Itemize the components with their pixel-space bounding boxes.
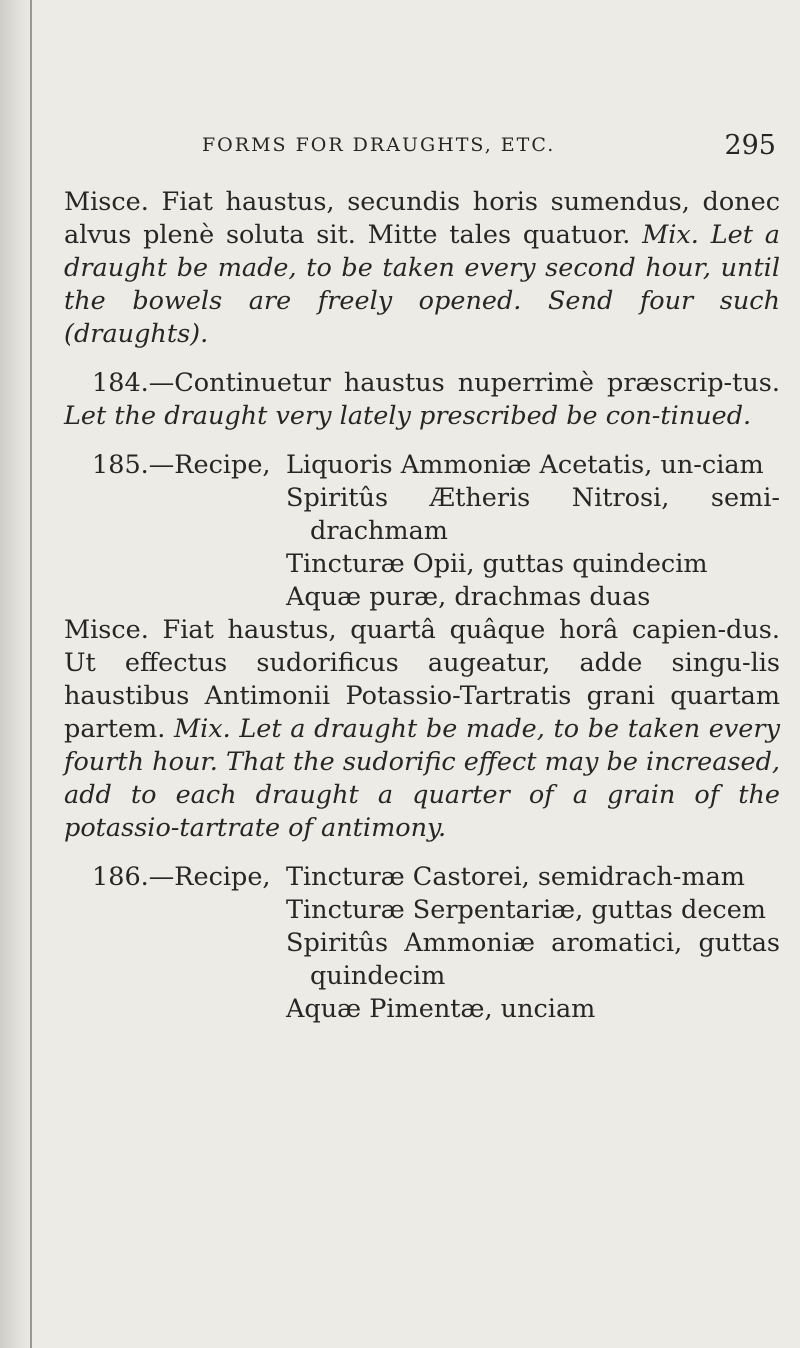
ingredient: Tincturæ Serpentariæ, guttas decem [286, 895, 766, 925]
ingredient: Spiritûs Ammoniæ aromatici, guttas quindecim [286, 928, 780, 991]
english-translation: Mix. Let a draught be made, to be taken every second hour, until the bowels are freely opened. Send four such (draughts). [64, 220, 780, 349]
ingredient: Liquoris Ammoniæ Acetatis, un-ciam [286, 450, 764, 480]
paragraph-number: 186. [92, 862, 149, 892]
ingredient: Tincturæ Opii, guttas quindecim [286, 549, 708, 579]
english-translation: Mix. Let a draught be made, to be taken every fourth hour. That the sudorific effect may be increased, add to each draught a quarter of a grain of the potassio-tartrate of antimony. [64, 714, 781, 843]
binding-edge [30, 0, 32, 1348]
page-number: 295 [724, 130, 776, 161]
binding-gutter [0, 0, 34, 1348]
paragraph-186 [64, 861, 780, 1026]
paragraph-number: 185. [92, 450, 149, 480]
ingredient: Aquæ puræ, drachmas duas [286, 582, 651, 612]
paragraph-number: 184. [92, 368, 149, 398]
ingredient: Aquæ Pimentæ, unciam [286, 994, 596, 1024]
running-head [64, 130, 780, 170]
latin-text: —Continuetur haustus nuperrimè præscrip-tus. [148, 368, 780, 398]
ingredient-list [286, 861, 780, 1026]
running-title: FORMS FOR DRAUGHTS, ETC. [202, 134, 556, 156]
paragraph-183-continuation [64, 186, 780, 351]
ingredient: Tincturæ Castorei, semidrach-mam [286, 862, 745, 892]
english-translation: Let the draught very lately prescribed be con-tinued. [64, 401, 752, 431]
body-text [64, 186, 780, 1042]
latin-text: Misce. Fiat haustus, quartâ quâque horâ capien-dus. Ut effectus sudorificus augeatur, adde singu-lis haustibus Antimonii Potassio-Tartratis grani quartam partem. [64, 615, 780, 744]
recipe-lead: —Recipe, [148, 862, 271, 892]
recipe-lead: —Recipe, [148, 450, 271, 480]
latin-text: Misce. Fiat haustus, secundis horis sumendus, donec alvus plenè soluta sit. Mitte tales quatuor. [64, 187, 780, 250]
ingredient-list [286, 449, 780, 614]
ingredient: Spiritûs Ætheris Nitrosi, semi-drachmam [286, 483, 780, 546]
paragraph-184 [64, 367, 780, 433]
paragraph-185 [64, 449, 780, 845]
